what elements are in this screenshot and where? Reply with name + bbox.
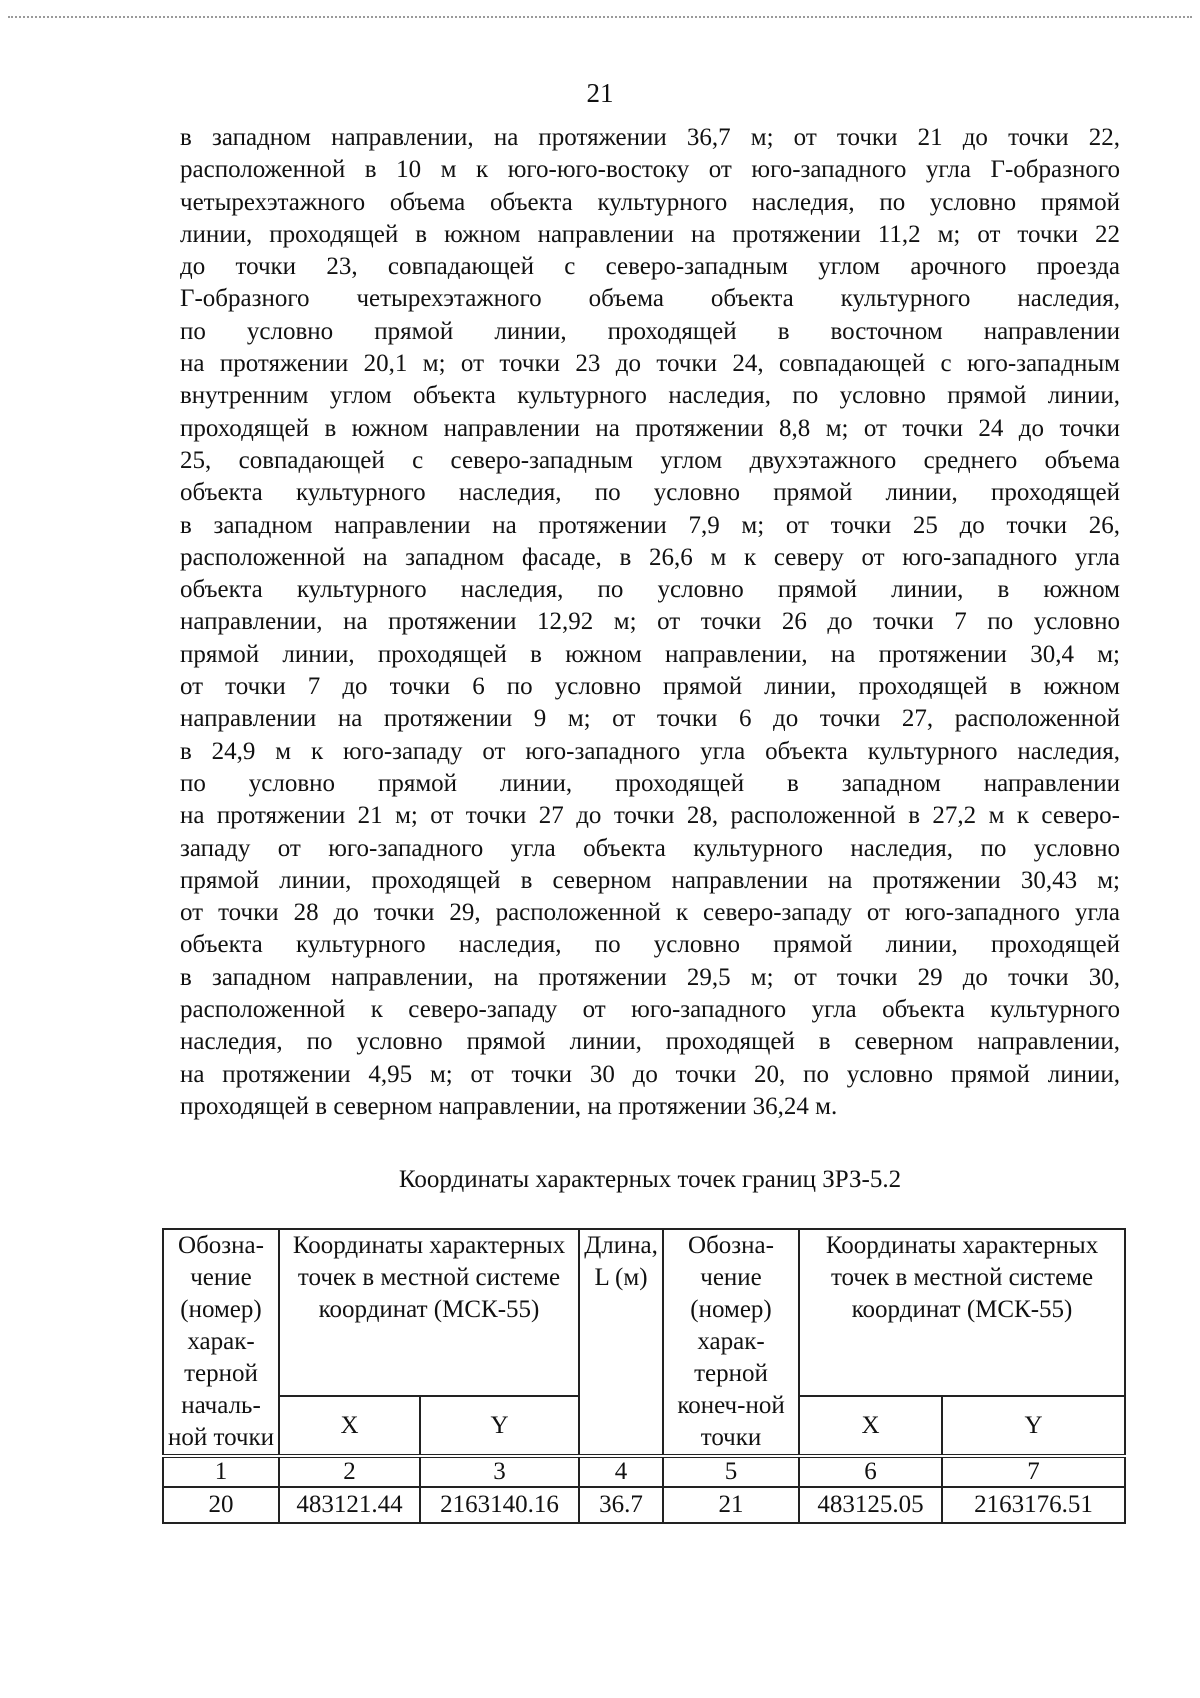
header-coordinates-end: Координаты характерных точек в местной системе координат (МСК-55) [799,1229,1125,1396]
cell-length: 36.7 [579,1487,663,1523]
header-x-end: X [799,1396,942,1456]
cell-x-end: 483125.05 [799,1487,942,1523]
body-line: наследия, по условно прямой линии, проходящей в северном направлении, [180,1028,1120,1056]
header-x-start: X [279,1396,420,1456]
body-line: расположенной в 10 м к юго-юго-востоку от юго-западного угла Г-образного [180,156,1120,184]
body-line: от точки 7 до точки 6 по условно прямой линии, проходящей в южном [180,673,1120,701]
body-line: в западном направлении, на протяжении 29,5 м; от точки 29 до точки 30, [180,963,1120,991]
header-y-start: Y [420,1396,579,1456]
column-number: 5 [663,1456,799,1487]
page-number: 21 [586,78,614,108]
body-line: на протяжении 4,95 м; от точки 30 до точки 20, по условно прямой линии, [180,1060,1120,1088]
table-row [163,1487,1125,1523]
body-line: линии, проходящей в южном направлении на протяжении 11,2 м; от точки 22 [180,220,1120,248]
body-line: четырехэтажного объема объекта культурного наследия, по условно прямой [180,188,1120,216]
header-end-point: Обозна-чение (номер) харак-терной конеч-ной точки [663,1229,799,1456]
body-line: расположенной к северо-западу от юго-западного угла объекта культурного [180,996,1120,1024]
body-line: 25, совпадающей с северо-западным углом двухэтажного среднего объема [180,446,1120,474]
body-paragraph [180,122,1120,1123]
cell-start-point: 20 [163,1487,279,1523]
body-line: в западном направлении на протяжении 7,9 м; от точки 25 до точки 26, [180,511,1120,539]
cell-end-point: 21 [663,1487,799,1523]
column-number: 4 [579,1456,663,1487]
body-line: расположенной на западном фасаде, в 26,6 м к северу от юго-западного угла [180,543,1120,571]
table-caption: Координаты характерных точек границ ЗРЗ-5.2 [398,1166,902,1193]
body-line: прямой линии, проходящей в северном направлении на протяжении 30,43 м; [180,866,1120,894]
cell-x-start: 483121.44 [279,1487,420,1523]
body-line: объекта культурного наследия, по условно прямой линии, проходящей [180,479,1120,507]
header-length: Длина, L (м) [579,1229,663,1456]
body-line: на протяжении 20,1 м; от точки 23 до точки 24, совпадающей с юго-западным [180,350,1120,378]
body-line: от точки 28 до точки 29, расположенной к северо-западу от юго-западного угла [180,899,1120,927]
body-line: на протяжении 21 м; от точки 27 до точки 28, расположенной в 27,2 м к северо- [180,802,1120,830]
cell-y-end: 2163176.51 [942,1487,1125,1523]
body-line: направлении, на протяжении 12,92 м; от точки 26 до точки 7 по условно [180,608,1120,636]
body-line: проходящей в северном направлении, на протяжении 36,24 м. [180,1092,838,1120]
body-line: объекта культурного наследия, по условно прямой линии, в южном [180,576,1120,604]
coordinates-table [162,1228,1126,1524]
body-line: в 24,9 м к юго-западу от юго-западного угла объекта культурного наследия, [180,737,1120,765]
body-line: до точки 23, совпадающей с северо-западным углом арочного проезда [180,253,1120,281]
body-line: проходящей в южном направлении на протяжении 8,8 м; от точки 24 до точки [180,414,1120,442]
body-line: направлении на протяжении 9 м; от точки 6 до точки 27, расположенной [180,705,1120,733]
body-line: по условно прямой линии, проходящей в восточном направлении [180,317,1120,345]
body-line: в западном направлении, на протяжении 36,7 м; от точки 21 до точки 22, [180,124,1120,151]
cell-y-start: 2163140.16 [420,1487,579,1523]
header-coordinates-start: Координаты характерных точек в местной системе координат (МСК-55) [279,1229,579,1396]
body-line: внутренним углом объекта культурного наследия, по условно прямой линии, [180,382,1120,410]
column-number: 1 [163,1456,279,1487]
column-number-row [163,1456,1125,1487]
column-number: 6 [799,1456,942,1487]
body-line: по условно прямой линии, проходящей в западном направлении [180,769,1120,797]
column-number: 2 [279,1456,420,1487]
header-start-point: Обозна-чение (номер) харак-терной началь-ной точки [163,1229,279,1456]
body-line: западу от юго-западного угла объекта культурного наследия, по условно [180,834,1120,862]
body-line: Г-образного четырехэтажного объема объекта культурного наследия, [180,285,1120,313]
column-number: 7 [942,1456,1125,1487]
body-line: прямой линии, проходящей в южном направлении, на протяжении 30,4 м; [180,640,1120,668]
header-y-end: Y [942,1396,1125,1456]
body-line: объекта культурного наследия, по условно прямой линии, проходящей [180,931,1120,959]
table-header-row [163,1229,1125,1396]
column-number: 3 [420,1456,579,1487]
scan-top-edge [8,16,1192,18]
